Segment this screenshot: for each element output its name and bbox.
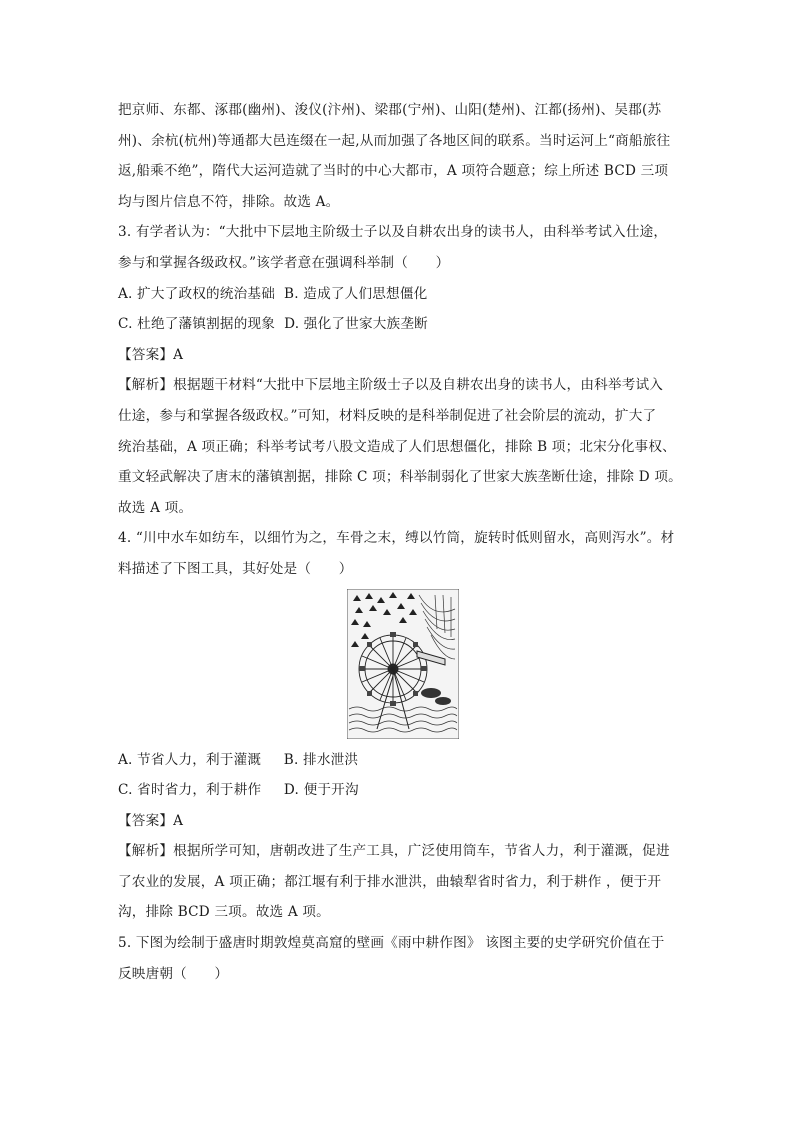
- question-stem-line: 3. 有学者认为：“大批中下层地主阶级士子以及自耕农出身的读书人，由科举考试入仕途，: [118, 224, 668, 241]
- previous-analysis-continuation: [118, 95, 688, 217]
- analysis-line: 统治基础，A 项正确；科举考试考八股文造成了人们思想僵化，排除 B 项；北宋分化事权、: [118, 438, 676, 455]
- text-line: 返,船乘不绝”，隋代大运河造就了当时的中心大都市，A 项符合题意；综上所述 BCD 三项: [118, 163, 669, 180]
- analysis-line: 了农业的发展，A 项正确；都江堰有利于排水泄洪，曲辕犁省时省力，利于耕作 ，便于开: [118, 873, 662, 890]
- question-stem-line: 反映唐朝（ ）: [118, 965, 229, 982]
- option-line: C. 省时省力，利于耕作 D. 便于开沟: [118, 782, 359, 799]
- analysis-line: 仕途，参与和掌握各级政权。”可知，材料反映的是科举制促进了社会阶层的流动，扩大了: [118, 407, 657, 424]
- analysis-line: 重文轻武解决了唐末的藩镇割据，排除 C 项；科举制弱化了世家大族垄断仕途，排除 D 项。: [118, 469, 682, 486]
- question-4: [118, 523, 688, 928]
- question-5: [118, 928, 688, 989]
- document-body: [118, 95, 688, 989]
- question-stem-line: 4. “川中水车如纺车，以细竹为之，车骨之末，缚以竹筒，旋转时低则留水，高则泻水”。材: [118, 530, 675, 547]
- text-line: 均与图片信息不符，排除。故选 A。: [118, 193, 340, 210]
- analysis-line: 【解析】根据所学可知，唐朝改进了生产工具，广泛使用筒车，节省人力，利于灌溉，促进: [118, 843, 670, 860]
- analysis-line: 故选 A 项。: [118, 499, 193, 516]
- question-stem-line: 5. 下图为绘制于盛唐时期敦煌莫高窟的壁画《雨中耕作图》 该图主要的史学研究价值在于: [118, 935, 665, 952]
- text-line: 把京师、东都、涿郡(幽州)、浚仪(汴州)、梁郡(宁州)、山阳(楚州)、江都(扬州)、吴郡(苏: [118, 102, 662, 118]
- answer-label: 【答案】A: [118, 812, 184, 829]
- option-line: A. 节省人力，利于灌溉 B. 排水泄洪: [118, 751, 359, 768]
- answer-label: 【答案】A: [118, 346, 184, 363]
- question-stem-line: 料描述了下图工具，其好处是（ ）: [118, 560, 353, 577]
- option-line: C. 杜绝了藩镇割据的现象 D. 强化了世家大族垄断: [118, 316, 428, 333]
- question-3: [118, 217, 688, 523]
- analysis-line: 【解析】根据题干材料“大批中下层地主阶级士子以及自耕农出身的读书人，由科举考试入: [118, 377, 664, 394]
- text-line: 州)、余杭(杭州)等通都大邑连缀在一起,从而加强了各地区间的联系。当时运河上“商船旅往: [118, 132, 671, 149]
- water-wheel-illustration: [347, 589, 459, 739]
- analysis-line: 沟，排除 BCD 三项。故选 A 项。: [118, 904, 330, 921]
- option-line: A. 扩大了政权的统治基础 B. 造成了人们思想僵化: [118, 285, 428, 302]
- question-stem-line: 参与和掌握各级政权。”该学者意在强调科举制（ ）: [118, 254, 450, 271]
